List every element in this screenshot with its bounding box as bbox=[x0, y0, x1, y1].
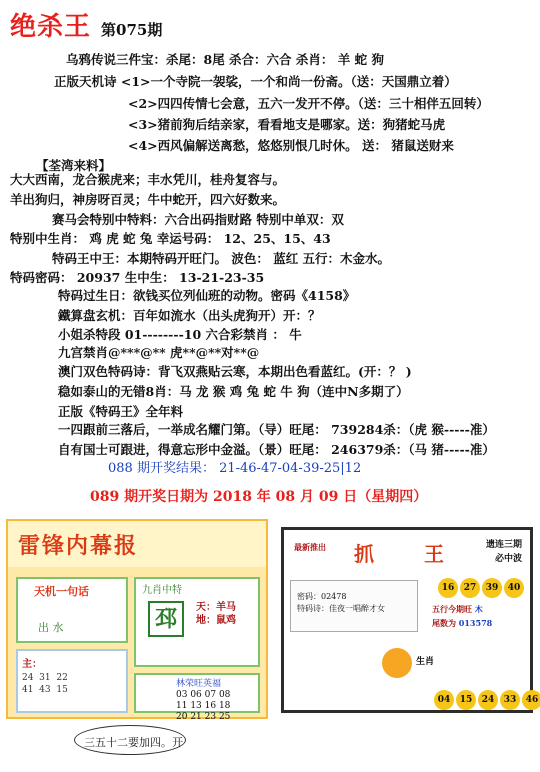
text-line: <3>猪前狗后结亲家，看看地支是哪家。送：狗猪蛇马虎 bbox=[128, 117, 446, 132]
number-ball: 24 bbox=[478, 690, 498, 710]
zodiac-categories: 天：羊马 地：鼠鸡 bbox=[196, 602, 236, 626]
text-line: 澳门双色特码诗：背飞双燕贴云寒，本期出色看蓝红。(开：？ ) bbox=[58, 364, 412, 379]
text-line: 乌鸦传说三件宝：杀尾：8尾 杀合：六合 杀肖： 羊 蛇 狗 bbox=[66, 52, 384, 67]
text-line: 特码过生日：欲钱买位列仙班的动物。密码《4158》 bbox=[58, 288, 356, 303]
numbers-table: 03 06 07 08 11 13 16 18 20 21 23 25 bbox=[176, 690, 231, 722]
zodiac-label: 生肖 bbox=[416, 657, 435, 667]
numbers-table-title: 林荣旺英福 bbox=[176, 679, 222, 689]
zodiac-box bbox=[134, 577, 260, 667]
poster-banner-text: 雷锋内幕报 bbox=[18, 533, 139, 559]
text-line: 一四跟前三落后，一举成名耀门第。（导）旺尾： 739284杀：（虎 猴-----准） bbox=[58, 422, 495, 437]
issue-number: 第075期 bbox=[101, 21, 163, 39]
text-line: 大大西南，龙合猴虎来；丰水凭川，桂舟复容与。 bbox=[10, 172, 286, 187]
text-line: <4>西风偏解送离愁，悠悠别恨几时休。 送： 猪鼠送财来 bbox=[128, 138, 454, 153]
text-line: 九宫禁肖@***@** 虎**@**对**@ bbox=[58, 345, 260, 360]
sun-icon bbox=[382, 648, 412, 678]
poster-banner bbox=[8, 521, 266, 567]
text-line: 特码密码： 20937 生中生： 13-21-23-35 bbox=[10, 270, 265, 285]
riddle-box bbox=[16, 577, 128, 643]
numbers-title: 主： bbox=[22, 659, 42, 670]
right-poster-header bbox=[284, 530, 530, 574]
stats-panel bbox=[432, 602, 492, 630]
text-line: 鐵算盘玄机：百年如流水（出头虎狗开）开：？ bbox=[58, 308, 321, 323]
zodiac-title: 九肖中特 bbox=[142, 585, 182, 596]
numbers-table-box bbox=[134, 673, 260, 722]
text-line: 正版《特码王》全年料 bbox=[58, 404, 184, 419]
bottom-number-balls bbox=[434, 690, 540, 710]
right-poster-image bbox=[281, 527, 539, 713]
caption-text: 三五十二要加四。开 bbox=[84, 736, 183, 749]
zodiac-char: 邳 bbox=[148, 601, 184, 637]
text-line: 【荃湾来料】 bbox=[36, 158, 112, 173]
page-header bbox=[10, 6, 162, 43]
stats-value-element: 木 bbox=[474, 604, 483, 614]
next-draw-date: 089 期开奖日期为 2018 年 08 月 09 日（星期四） bbox=[90, 489, 428, 505]
text-line: 羊出狗归，神房呀百灵；牛中蛇开，四六好数来。 bbox=[10, 192, 286, 207]
number-ball: 33 bbox=[500, 690, 520, 710]
text-line: 稳如泰山的无错8肖：马 龙 猴 鸡 兔 蛇 牛 狗（连中N多期了） bbox=[58, 384, 409, 399]
page-title: 绝杀王 bbox=[10, 12, 92, 42]
text-line: <2>四四传情七会意，五六一发开不停。（送：三十相伴五回转） bbox=[128, 96, 489, 111]
stats-label-tail: 尾数为 bbox=[432, 618, 456, 628]
stats-value-tail: 013578 bbox=[458, 618, 493, 628]
numbers-box bbox=[16, 649, 128, 713]
riddle-title: 天机一句话 bbox=[34, 585, 89, 598]
draw-result: 088 期开奖结果： 21-46-47-04-39-25|12 bbox=[108, 461, 362, 476]
number-ball: 39 bbox=[482, 578, 502, 598]
number-ball: 27 bbox=[460, 578, 480, 598]
password-text: 密码：02478 特码诗：佳夜一唱醉才女 bbox=[297, 592, 385, 613]
text-line: 小姐杀特段 01--------10 六合彩禁肖 ： 牛 bbox=[58, 327, 302, 342]
number-ball: 40 bbox=[504, 578, 524, 598]
text-line: 特别中生肖： 鸡 虎 蛇 兔 幸运号码： 12、25、15、43 bbox=[10, 231, 331, 246]
right-poster-title-b: 王 bbox=[424, 542, 444, 566]
text-line: 正版天机诗 <1>一个寺院一袈裟，一个和尚一份斋。（送：天国鼎立着） bbox=[54, 74, 457, 89]
number-ball: 15 bbox=[456, 690, 476, 710]
text-line: 特码王中王：本期特码开旺门。 波色： 蓝红 五行：木金水。 bbox=[52, 251, 391, 266]
right-poster-title-a: 抓 bbox=[354, 542, 374, 566]
number-ball: 46 bbox=[522, 690, 540, 710]
top-number-balls bbox=[438, 578, 524, 598]
number-ball: 16 bbox=[438, 578, 458, 598]
right-poster-subtitle: 遗连三期 必中波 bbox=[485, 540, 522, 564]
stats-label-element: 五行今期旺 bbox=[432, 604, 472, 614]
text-line: 自有国士可跟进，得意忘形中金溢。（景）旺尾： 246379杀：（马 猪-----准） bbox=[58, 442, 495, 457]
riddle-text: 出 水 bbox=[38, 621, 64, 634]
password-box bbox=[290, 580, 418, 632]
right-poster-tag: 最新推出 bbox=[294, 542, 326, 552]
number-ball: 04 bbox=[434, 690, 454, 710]
left-poster-image bbox=[6, 519, 268, 722]
text-line: 赛马会特别中特料：六合出码指财路 特别中单双：双 bbox=[52, 212, 344, 227]
numbers-list: 24 31 22 41 43 15 bbox=[22, 673, 68, 695]
